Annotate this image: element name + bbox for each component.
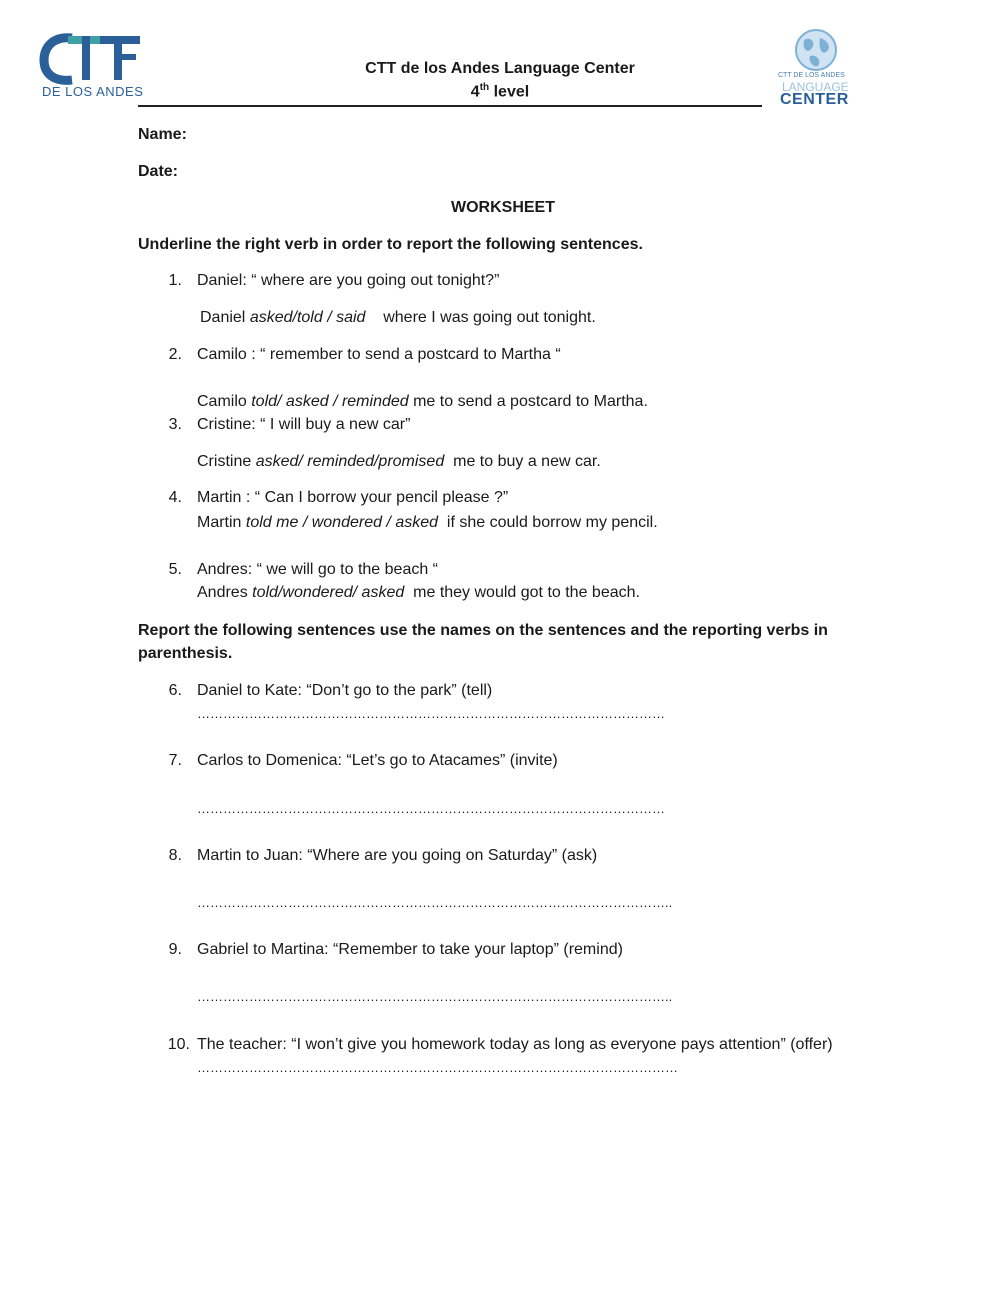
answer-rest: me to buy a new car. — [444, 453, 601, 470]
item-quote: Daniel: “ where are you going out tonight?” — [197, 272, 500, 289]
worksheet-title: WORKSHEET — [451, 199, 555, 216]
answer-blank[interactable]: ……………………………………………………………………………………………….. — [197, 895, 673, 910]
answer-blank[interactable]: ………………………………………………………………………………………………… — [197, 1060, 678, 1075]
answer-rest: me they would got to the beach. — [404, 584, 640, 601]
item-answer — [197, 584, 640, 602]
answer-blank[interactable]: ……………………………………………………………………………………………… — [197, 706, 665, 721]
part2-instruction-line1: Report the following sentences use the names on the sentences and the reporting verbs in — [138, 622, 828, 639]
part2-instruction-line2: parenthesis. — [138, 645, 233, 662]
item-quote: Cristine: “ I will buy a new car” — [197, 416, 411, 433]
item-prompt: Martin to Juan: “Where are you going on Saturday” (ask) — [197, 847, 598, 864]
item-prompt: Carlos to Domenica: “Let’s go to Atacames” (invite) — [197, 752, 558, 769]
ctt-logo-mark — [38, 30, 148, 86]
answer-blank[interactable]: ……………………………………………………………………………………………… — [197, 801, 665, 816]
item-number: 7. — [168, 752, 182, 769]
verb-options[interactable]: asked/told / said — [249, 309, 366, 326]
item-answer — [197, 393, 648, 411]
answer-rest: if she could borrow my pencil. — [438, 514, 658, 531]
item-prompt: Daniel to Kate: “Don’t go to the park” (tell) — [197, 682, 493, 699]
verb-options[interactable]: told/ asked / reminded — [251, 393, 409, 410]
header-rule — [138, 105, 762, 107]
item-quote: Martin : “ Can I borrow your pencil please ?” — [197, 489, 509, 506]
part1-instruction: Underline the right verb in order to report the following sentences. — [138, 236, 643, 253]
item-quote: Andres: “ we will go to the beach “ — [197, 561, 439, 578]
item-number: 5. — [168, 561, 182, 578]
level-superscript: th — [479, 82, 490, 93]
answer-subject: Daniel — [200, 309, 250, 326]
ctt-logo-text: DE LOS ANDES — [42, 84, 144, 99]
item-answer — [197, 453, 601, 471]
answer-subject: Cristine — [197, 453, 256, 470]
item-number: 4. — [168, 489, 182, 506]
verb-options[interactable]: asked/ reminded/promised — [255, 453, 445, 470]
name-label: Name: — [138, 126, 187, 143]
answer-subject: Camilo — [197, 393, 252, 410]
answer-rest: where I was going out tonight. — [365, 309, 596, 326]
verb-options[interactable]: told/wondered/ asked — [252, 584, 405, 601]
answer-blank[interactable]: ……………………………………………………………………………………………….. — [197, 989, 673, 1004]
item-number: 2. — [168, 346, 182, 363]
answer-subject: Martin — [197, 514, 246, 531]
item-prompt: Gabriel to Martina: “Remember to take your laptop” (remind) — [197, 941, 623, 958]
header-level — [140, 82, 860, 101]
level-word: level — [493, 83, 530, 101]
verb-options[interactable]: told me / wondered / asked — [245, 514, 439, 531]
item-answer — [200, 309, 596, 327]
item-number: 9. — [168, 941, 182, 958]
answer-rest: me to send a postcard to Martha. — [408, 393, 648, 410]
item-prompt: The teacher: “I won’t give you homework today as long as everyone pays attention” (offer) — [197, 1036, 833, 1053]
item-number: 3. — [168, 416, 182, 433]
header-title: CTT de los Andes Language Center — [365, 60, 635, 77]
logo-small-text: CTT DE LOS ANDES — [778, 72, 845, 79]
level-number: 4 — [470, 83, 480, 101]
item-quote: Camilo : “ remember to send a postcard to Martha “ — [197, 346, 561, 363]
item-number: 1. — [168, 272, 182, 289]
answer-subject: Andres — [197, 584, 253, 601]
ctt-logo — [38, 30, 148, 102]
item-number: 10. — [167, 1036, 190, 1053]
item-number: 8. — [168, 847, 182, 864]
logo-mid-text: LANGUAGE — [782, 80, 849, 94]
item-number: 6. — [168, 682, 182, 699]
item-answer — [197, 514, 658, 532]
date-label: Date: — [138, 163, 179, 180]
logo-big-text: CENTER — [780, 91, 849, 108]
